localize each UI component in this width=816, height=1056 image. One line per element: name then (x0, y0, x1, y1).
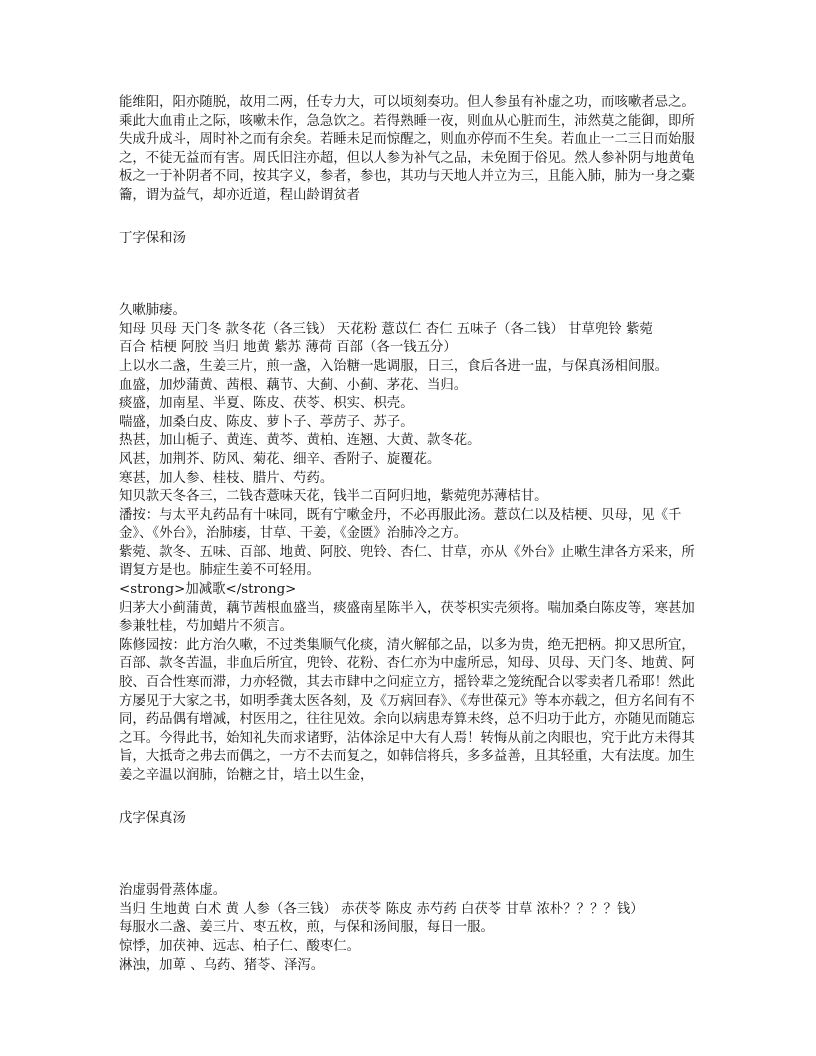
ingredients-line-2: 百合 桔梗 阿胶 当归 地黄 紫苏 薄荷 百部（各一钱五分） (119, 340, 457, 356)
section1-body (119, 302, 699, 785)
intro-paragraph: 能维阳，阳亦随脱，故用二两，任专力大，可以顷刻奏功。但人参虽有补虚之功，而咳嗽者忌之。乘此大血甫止之际，咳嗽未作，急急饮之。若得熟睡一夜，则血从心脏而生，沛然莫之能御，即所失成升成斗，周时补之而有余矣。若睡未足而惊醒之，则血亦停而不生矣。若血止一二三日而始服之，不徒无益而有害。周氏旧注亦超，但以人参为补气之品，未免囿于俗见。然人参补阴与地黄龟板之一于补阴者不同，按其字义，参者，参也，其功与天地人并立为三，且能入肺，肺为一身之橐籥，谓为益气，却亦近道，程山龄谓贫者 (119, 95, 695, 203)
modification-cold: 寒甚，加人参、桂枝、腊片、芍药。 (119, 470, 334, 486)
modification-wheeze: 喘盛，加桑白皮、陈皮、萝卜子、葶苈子、苏子。 (119, 414, 414, 430)
modification-phlegm: 痰盛，加南星、半夏、陈皮、茯苓、枳实、枳壳。 (119, 396, 414, 412)
modification-blood: 血盛，加炒蒲黄、茜根、藕节、大蓟、小蓟、茅花、当归。 (119, 377, 468, 393)
section-title-wuzi-baozhen: 戊字保真汤 (119, 810, 186, 826)
modification-wind: 风甚，加荆芥、防风、菊花、细辛、香附子、旋覆花。 (119, 451, 441, 467)
song-paragraph: 归茅大小蓟蒲黄，藕节茜根血盛当，痰盛南星陈半入，茯苓枳实壳须将。喘加桑白陈皮等，寒甚加参兼牡桂，芍加蜡片不须言。 (119, 600, 695, 635)
indication-line: 久嗽肺痿。 (119, 303, 186, 319)
preparation-line: 上以水二盏，生姜三片，煎一盏，入饴糖一匙调服，日三，食后各进一盅，与保真汤相间服。 (119, 358, 669, 374)
formula-verse: 知贝款天冬各三，二钱杏薏味天花，钱半二百阿归地，紫菀兜苏薄桔甘。 (119, 489, 548, 505)
modification-palpitation: 惊悸，加茯神、远志、柏子仁、酸枣仁。 (119, 938, 361, 954)
song-heading: <strong>加减歌</strong> (119, 582, 297, 598)
modification-heat: 热甚，加山栀子、黄连、黄芩、黄柏、连翘、大黄、款冬花。 (119, 433, 481, 449)
modification-turbid-urine: 淋浊，加萆 、乌药、猪苓、泽泻。 (119, 957, 325, 973)
indication-line: 治虚弱骨蒸体虚。 (119, 883, 227, 899)
section-title-dingzi-baohe: 丁字保和汤 (119, 230, 186, 246)
preparation-line: 每服水二盏、姜三片、枣五枚，煎，与保和汤间服，每日一服。 (119, 920, 494, 936)
ingredients-line-1: 知母 贝母 天门冬 款冬花（各三钱） 天花粉 薏苡仁 杏仁 五味子（各二钱） 甘草兜铃 紫菀 (119, 321, 653, 337)
section2-body (119, 882, 699, 975)
ingredients-line: 当归 生地黄 白术 黄 人参（各三钱） 赤茯苓 陈皮 赤芍药 白茯苓 甘草 浓朴？？？？钱） (119, 901, 644, 917)
pan-note-paragraph: 潘按：与太平丸药品有十味同，既有宁嗽金丹，不必再服此汤。薏苡仁以及桔梗、贝母，见《千金》、《外台》，治肺痿，甘草、干姜，《金匮》治肺冷之方。 (119, 507, 682, 542)
document-page (119, 94, 699, 975)
spacer (119, 248, 699, 302)
chen-commentary-paragraph: 陈修园按：此方治久嗽，不过类集顺气化痰，清火解郁之品，以多为贵，绝无把柄。抑又思所宜，百部、款冬苦温，非血后所宜，兜铃、花粉、杏仁亦为中虚所忌，知母、贝母、天门冬、地黄、阿胶、百合性寒而滞，力亦轻微，其去市肆中之问症立方，摇铃辈之笼统配合以零卖者几希耶！然此方屡见于大家之书，如明季龚太医各刻，及《万病回春》、《寿世葆元》等本亦载之，但方名间有不同，药品偶有增减，村医用之，往往见效。余向以病患寿算未终，总不归功于此方，亦随见而随忘之耳。今得此书，始知礼失而求诸野，沾体涂足中大有人焉！转悔从前之肉眼也，究于此方未得其旨，大抵奇之弗去而偶之，一方不去而复之，如韩信将兵，多多益善，且其轻重，大有法度。加生姜之辛温以润肺，饴糖之甘，培土以生金， (119, 637, 695, 783)
spacer (119, 828, 699, 882)
pan-note-paragraph-2: 紫菀、款冬、五味、百部、地黄、阿胶、兜铃、杏仁、甘草，亦从《外台》止嗽生津各方采来，所谓复方是也。肺症生姜不可轻用。 (119, 544, 695, 579)
